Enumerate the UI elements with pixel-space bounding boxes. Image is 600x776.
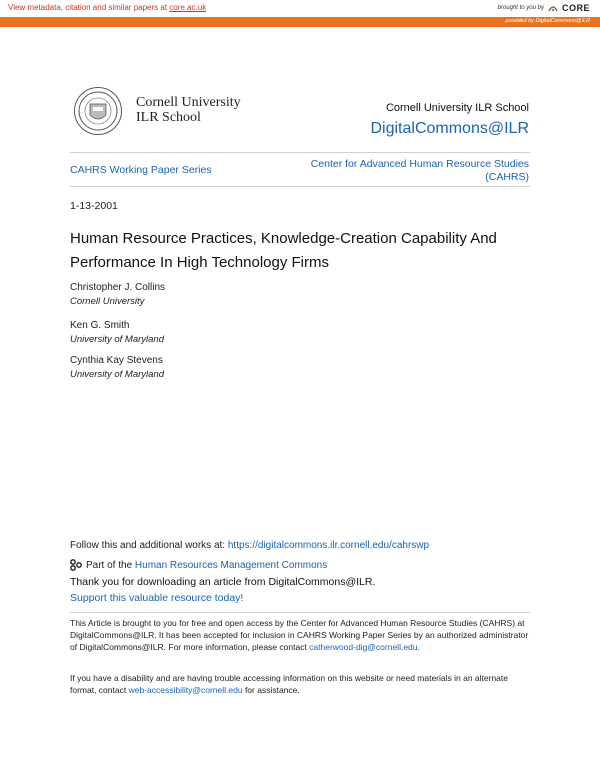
follow-line: Follow this and additional works at: https://digitalcommons.ilr.cornell.edu/cahrswp	[70, 540, 430, 551]
divider	[70, 152, 530, 153]
paper-date: 1-13-2001	[70, 200, 118, 212]
divider	[70, 612, 530, 613]
author-affiliation: University of Maryland	[70, 334, 164, 345]
core-banner-text: View metadata, citation and similar papers at core.ac.uk	[8, 3, 207, 12]
accessibility-email-link[interactable]: web-accessibility@cornell.edu	[128, 685, 243, 695]
support-link[interactable]: Support this valuable resource today!	[70, 592, 244, 604]
author-affiliation: Cornell University	[70, 296, 145, 307]
center-link[interactable]: Center for Advanced Human Resource Studies (CAHRS)	[310, 158, 529, 183]
provider-bar	[0, 17, 600, 27]
thanks-text: Thank you for downloading an article from DigitalCommons@ILR.	[70, 576, 376, 588]
cornell-logo-text: Cornell University ILR School	[136, 95, 241, 125]
repository-name: Cornell University ILR School	[385, 102, 529, 114]
core-logo-icon	[547, 3, 559, 13]
provided-by-text[interactable]: provided by DigitalCommons@ILR	[505, 18, 590, 24]
follow-url[interactable]: https://digitalcommons.ilr.cornell.edu/cahrswp	[227, 540, 430, 551]
accessibility-paragraph: If you have a disability and are having trouble accessing information on this website or need materials in an alternate format, contact web-accessibility@cornell.edu for assistance.	[70, 673, 509, 695]
author-name[interactable]: Ken G. Smith	[70, 320, 130, 331]
network-icon	[70, 559, 82, 571]
cornell-seal-icon	[74, 87, 122, 135]
core-banner	[0, 0, 600, 17]
series-link[interactable]: CAHRS Working Paper Series	[70, 164, 212, 176]
about-paragraph: This Article is brought to you for free and open access by the Center for Advanced Human Resource Studies (CAHRS) at DigitalCommons@ILR. It has been accepted for inclusion in CAHRS Working Paper Series by an authorized administrator of DigitalCommons@ILR. For more information, please contact catherwood-dig@cornell.edu.	[70, 618, 529, 652]
core-attribution: brought to you by CORE	[497, 3, 590, 13]
commons-link[interactable]: Human Resources Management Commons	[134, 559, 328, 571]
author-name[interactable]: Cynthia Kay Stevens	[70, 355, 163, 366]
author-name[interactable]: Christopher J. Collins	[70, 282, 166, 293]
repository-link[interactable]: DigitalCommons@ILR	[370, 120, 529, 137]
core-logo[interactable]: CORE	[561, 3, 590, 13]
part-of-line: Part of the Human Resources Management Commons	[70, 559, 327, 571]
author-affiliation: University of Maryland	[70, 369, 164, 380]
divider	[70, 186, 530, 187]
paper-title: Human Resource Practices, Knowledge-Creation Capability And Performance In High Technology Firms	[70, 230, 497, 271]
contact-email-link[interactable]: catherwood-dig@cornell.edu	[309, 642, 418, 652]
core-link[interactable]: core.ac.uk	[169, 3, 207, 12]
